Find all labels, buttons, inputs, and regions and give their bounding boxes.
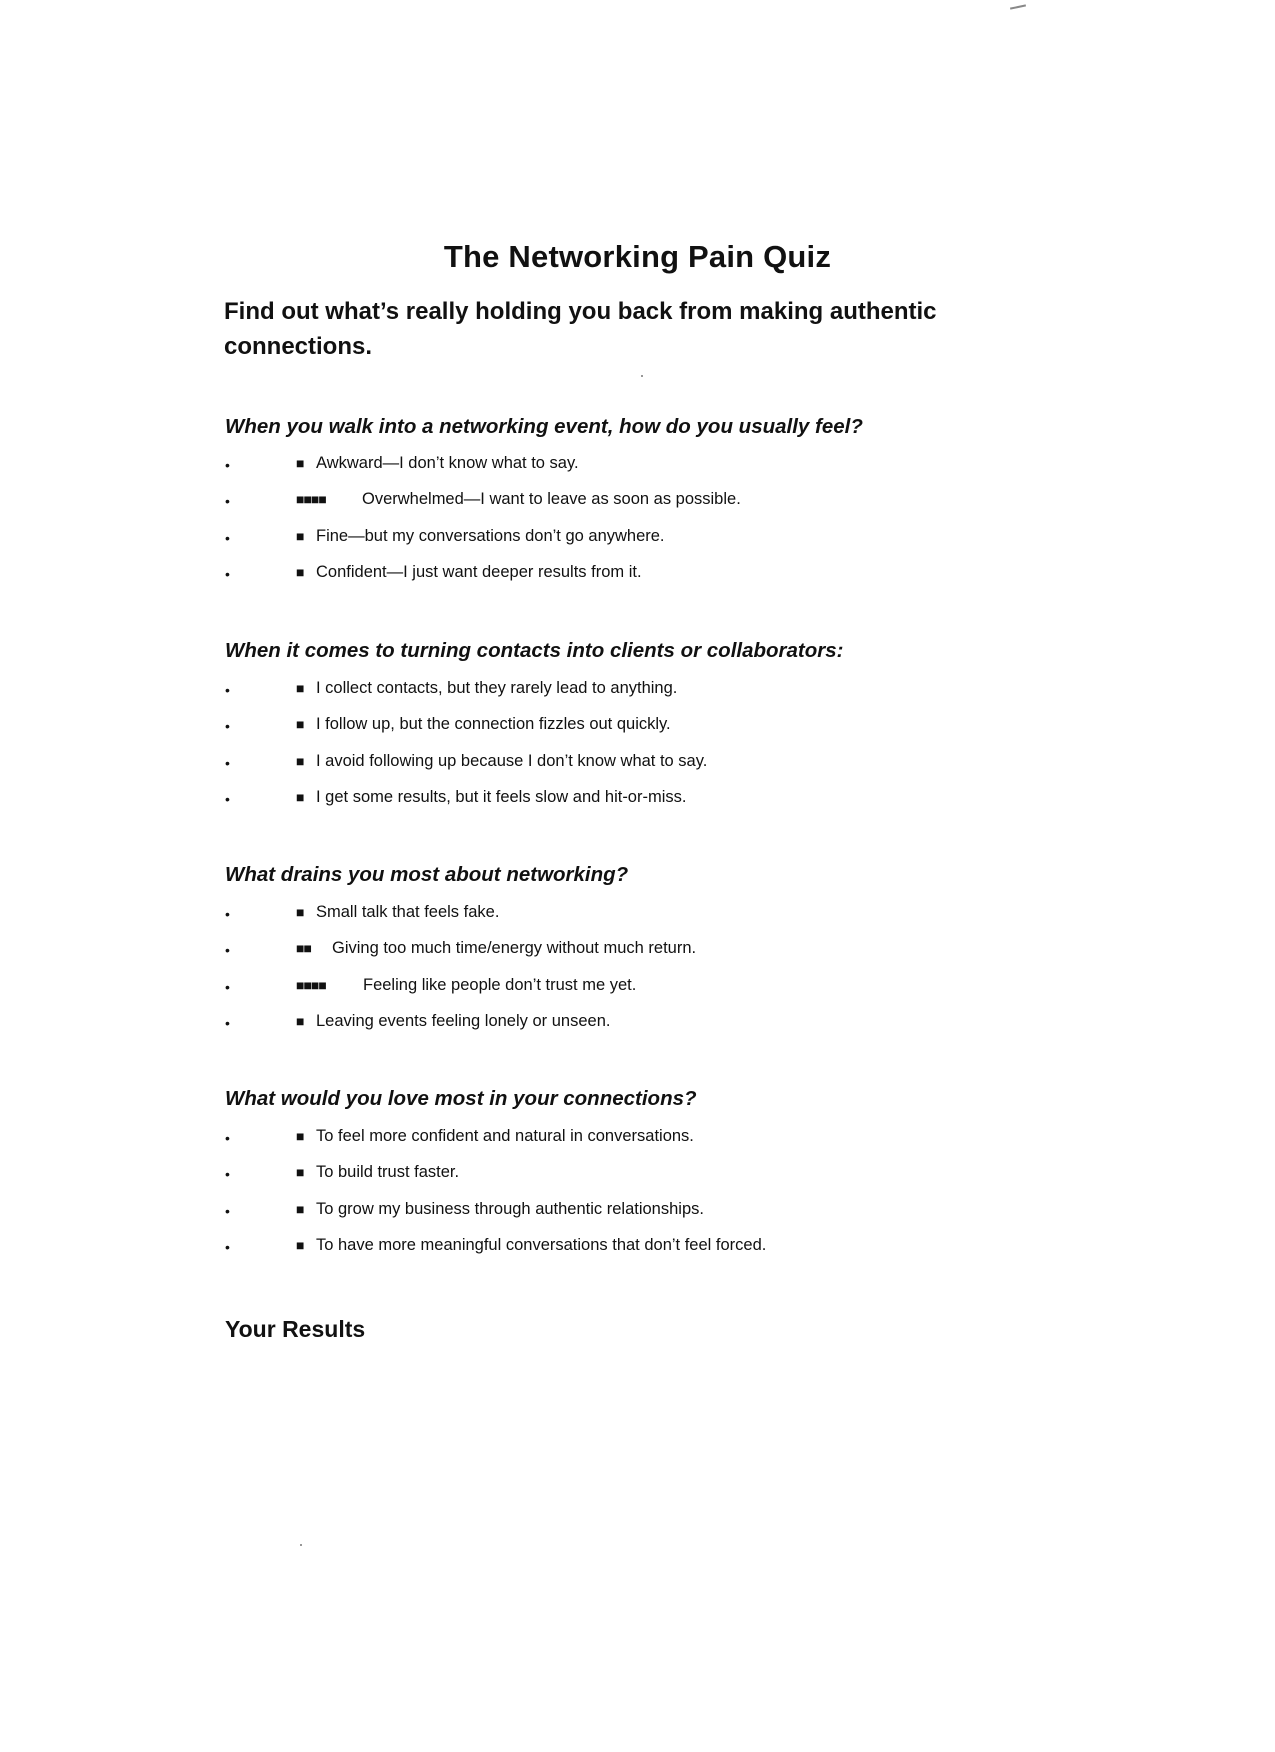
checkbox-icon[interactable]: ■■■■ bbox=[296, 491, 326, 508]
results-heading: Your Results bbox=[225, 1316, 366, 1342]
option-label: To build trust faster. bbox=[316, 1163, 460, 1182]
checkbox-icon[interactable]: ■ bbox=[296, 563, 304, 580]
option[interactable] bbox=[0, 750, 1275, 786]
scan-speck bbox=[641, 375, 643, 377]
option[interactable] bbox=[0, 937, 1275, 973]
bullet-icon: • bbox=[225, 1238, 230, 1255]
checkbox-icon[interactable]: ■ bbox=[296, 1012, 304, 1029]
option[interactable] bbox=[0, 488, 1275, 524]
bullet-icon: • bbox=[225, 1202, 230, 1219]
option-label: To have more meaningful conversations that don’t feel forced. bbox=[316, 1235, 767, 1254]
bullet-icon: • bbox=[225, 493, 230, 510]
bullet-icon: • bbox=[225, 529, 230, 546]
option[interactable] bbox=[0, 561, 1275, 597]
question-2-options bbox=[0, 677, 1275, 822]
option-label: I get some results, but it feels slow and hit-or-miss. bbox=[316, 787, 687, 806]
question-2: When it comes to turning contacts into clients or collaborators: bbox=[225, 639, 844, 662]
option[interactable] bbox=[0, 1010, 1275, 1046]
checkbox-icon[interactable]: ■ bbox=[296, 752, 304, 769]
bullet-icon: • bbox=[225, 682, 230, 698]
question-1: When you walk into a networking event, how do you usually feel? bbox=[225, 415, 863, 438]
checkbox-icon[interactable]: ■ bbox=[296, 788, 304, 805]
question-3: What drains you most about networking? bbox=[225, 863, 629, 886]
checkbox-icon[interactable]: ■■ bbox=[296, 940, 311, 957]
option[interactable] bbox=[0, 1234, 1275, 1270]
bullet-icon: • bbox=[225, 942, 230, 959]
option-label: To grow my business through authentic relationships. bbox=[316, 1199, 704, 1218]
page-title: The Networking Pain Quiz bbox=[443, 239, 832, 274]
scan-speck bbox=[300, 1544, 302, 1546]
option-label: Awkward—I don’t know what to say. bbox=[316, 454, 579, 472]
option[interactable] bbox=[0, 452, 1275, 488]
option[interactable] bbox=[0, 525, 1275, 561]
question-1-options bbox=[0, 452, 1275, 597]
bullet-icon: • bbox=[225, 790, 230, 807]
option-label: Overwhelmed—I want to leave as soon as possible. bbox=[362, 490, 741, 509]
scan-mark bbox=[1010, 4, 1026, 9]
bullet-icon: • bbox=[225, 1130, 230, 1146]
bullet-icon: • bbox=[225, 1166, 230, 1183]
option-label: Feeling like people don’t trust me yet. bbox=[363, 975, 637, 994]
option-label: Leaving events feeling lonely or unseen. bbox=[316, 1011, 611, 1030]
checkbox-icon[interactable]: ■ bbox=[296, 1200, 304, 1217]
option[interactable] bbox=[0, 1125, 1275, 1161]
bullet-icon: • bbox=[225, 978, 230, 995]
checkbox-icon[interactable]: ■ bbox=[296, 527, 304, 544]
checkbox-icon[interactable]: ■ bbox=[296, 716, 304, 733]
option[interactable] bbox=[0, 974, 1275, 1010]
option-label: Small talk that feels fake. bbox=[316, 903, 500, 921]
checkbox-icon[interactable]: ■ bbox=[296, 1128, 304, 1144]
checkbox-icon[interactable]: ■ bbox=[296, 1236, 304, 1253]
option[interactable] bbox=[0, 713, 1275, 749]
option-label: Giving too much time/energy without much return. bbox=[332, 939, 697, 958]
checkbox-icon[interactable]: ■■■■ bbox=[296, 976, 326, 993]
page-subtitle: Find out what’s really holding you back from making authentic connections. bbox=[224, 298, 937, 360]
option-label: Fine—but my conversations don’t go anywhere. bbox=[316, 526, 665, 545]
question-3-options bbox=[0, 901, 1275, 1046]
option-label: To feel more confident and natural in conversations. bbox=[316, 1127, 694, 1145]
checkbox-icon[interactable]: ■ bbox=[296, 904, 304, 920]
option[interactable] bbox=[0, 1198, 1275, 1234]
option[interactable] bbox=[0, 901, 1275, 937]
checkbox-icon[interactable]: ■ bbox=[296, 455, 304, 471]
option[interactable] bbox=[0, 1161, 1275, 1197]
option-label: Confident—I just want deeper results from it. bbox=[316, 562, 642, 581]
bullet-icon: • bbox=[225, 754, 230, 771]
checkbox-icon[interactable]: ■ bbox=[296, 1164, 304, 1181]
option[interactable] bbox=[0, 786, 1275, 822]
option[interactable] bbox=[0, 677, 1275, 713]
bullet-icon: • bbox=[225, 1014, 230, 1031]
bullet-icon: • bbox=[225, 718, 230, 735]
bullet-icon: • bbox=[225, 906, 230, 922]
bullet-icon: • bbox=[225, 565, 230, 582]
question-4-options bbox=[0, 1125, 1275, 1270]
question-4: What would you love most in your connections? bbox=[225, 1087, 697, 1110]
bullet-icon: • bbox=[225, 457, 230, 473]
option-label: I collect contacts, but they rarely lead to anything. bbox=[316, 679, 678, 697]
option-label: I avoid following up because I don’t know what to say. bbox=[316, 751, 708, 770]
option-label: I follow up, but the connection fizzles out quickly. bbox=[316, 715, 671, 734]
checkbox-icon[interactable]: ■ bbox=[296, 680, 304, 696]
